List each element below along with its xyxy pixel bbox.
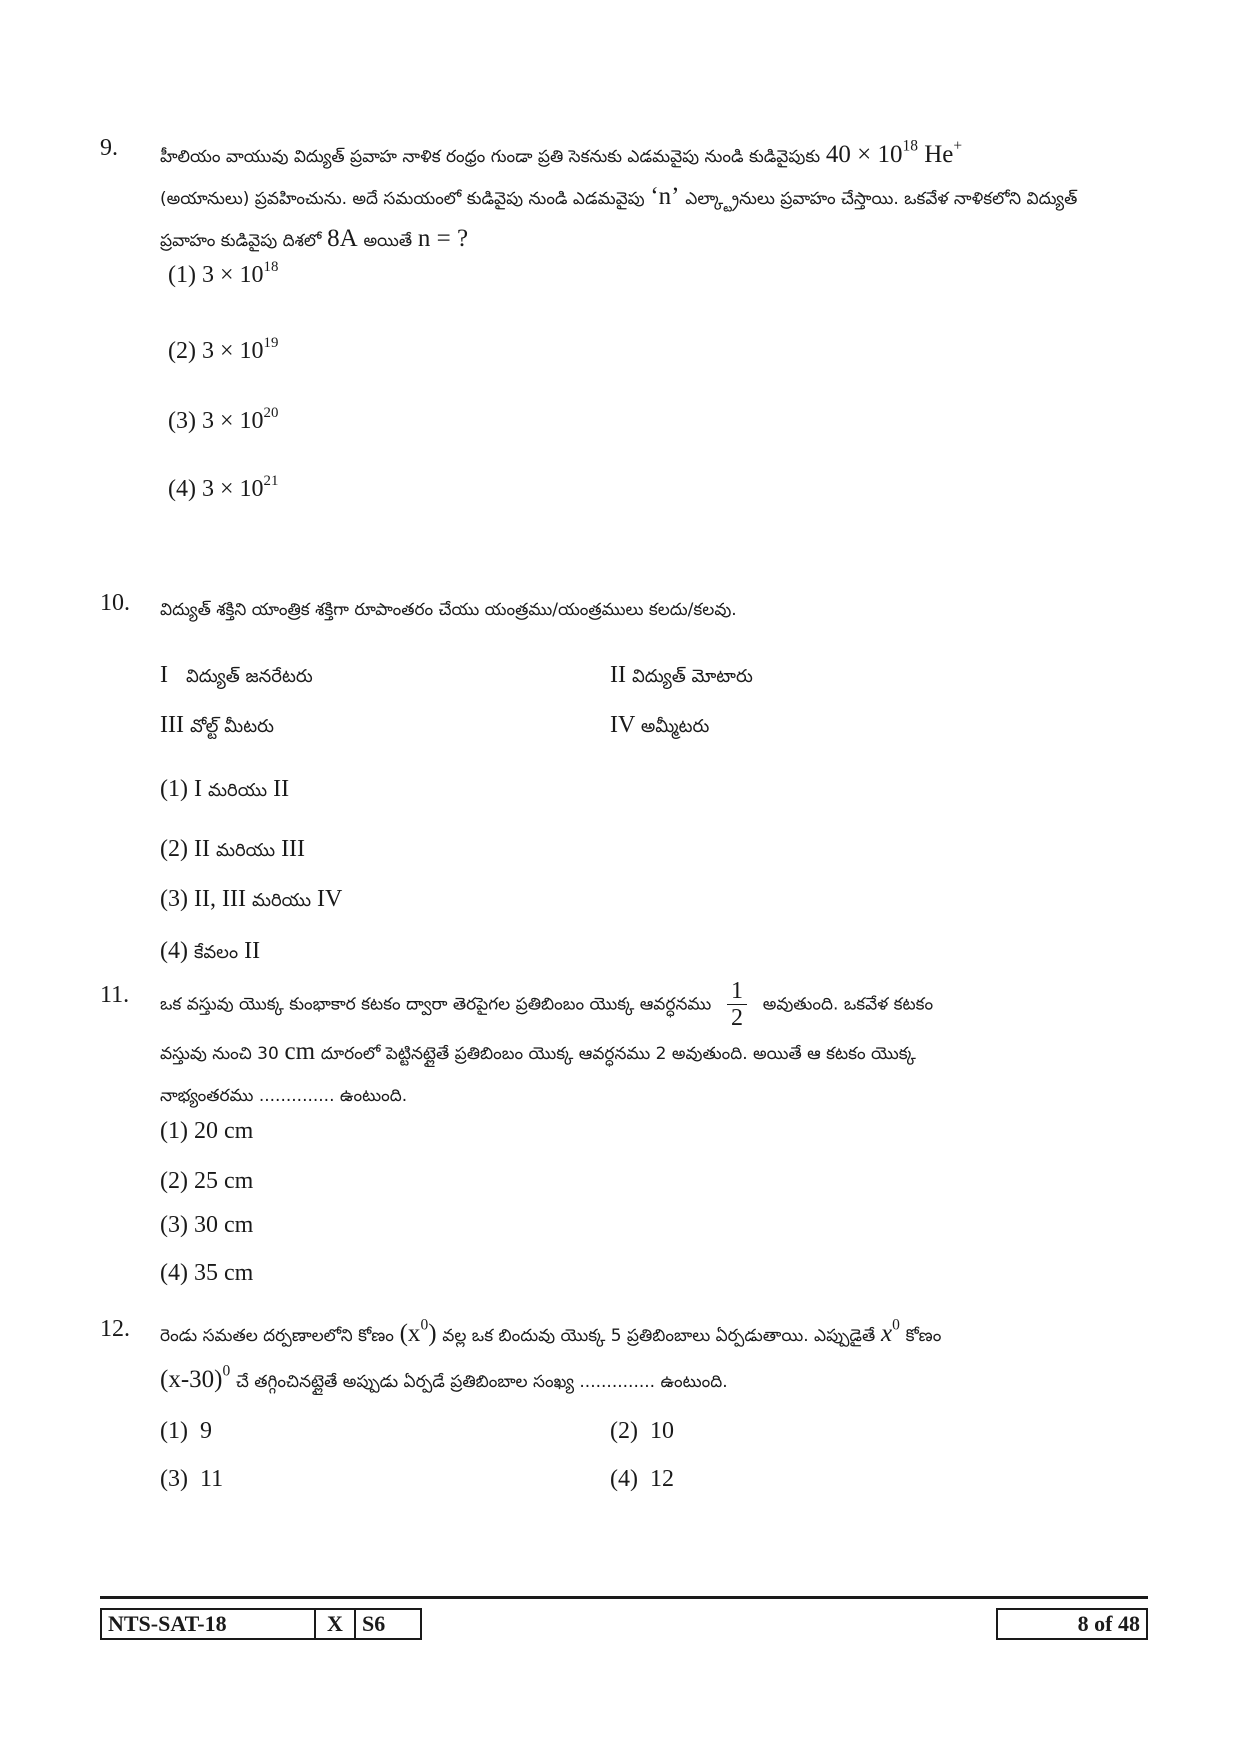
q10-item-2: II విద్యుత్ మోటారు [610,662,753,688]
q12-option-3[interactable]: (3) 11 [160,1466,224,1492]
question-number: 10. [100,590,130,616]
page-number: 8 of 48 [1077,1611,1140,1636]
footer-exam-code-box [100,1608,422,1640]
q10-option-2[interactable]: (2) II మరియు III [160,836,306,862]
q11-option-4[interactable]: (4) 35 cm [160,1260,254,1286]
question-10 [100,590,1150,622]
q10-option-3[interactable]: (3) II, III మరియు IV [160,886,343,912]
q9-option-4[interactable]: (4) $3 \times 10^{21}$ [168,472,279,502]
q9-option-3[interactable]: (3) $3 \times 10^{20}$ [168,404,279,434]
q10-item-3: III వోల్ట్ మీటరు [160,712,275,738]
q11-option-1[interactable]: (1) 20 cm [160,1118,254,1144]
question-9 [100,135,1150,261]
q12-option-2[interactable]: (2) 10 [610,1418,674,1444]
question-number: 11. [100,982,130,1008]
question-text: ఒక వస్తువు యొక్క కుంభాకార కటకం ద్వారా తెరపైగల ప్రతిబింబం యొక్క ఆవర్ధనము $\frac{1}{2}$ అవుతుంది. ఒకవేళ కటకం వస్తువు నుంచి 30 cm దూరంలో పెట్టినట్లైతే ప్రతిబింబం యొక్క ఆవర్ధనము 2 అవుతుంది. అయితే ఆ కటకం యొక్క నాభ్యంతరము .............. ఉంటుంది. [160,978,934,1106]
question-12 [100,1312,1150,1404]
question-number: 12. [100,1316,130,1342]
footer-divider [100,1596,1148,1599]
class-label: X [314,1610,354,1638]
footer-page-box [996,1608,1148,1640]
q10-item-4: IV అమ్మీటరు [610,712,710,738]
question-text: హీలియం వాయువు విద్యుత్ ప్రవాహ నాళిక రంధ్రం గుండా ప్రతి సెకనుకు ఎడమవైపు నుండి కుడివైపుకు $40 \times 10^{18}$ He+ (అయానులు) ప్రవహించును. అదే సమయంలో కుడివైపు నుండి ఎడమవైపు ‘n’ ఎల్క్ట్రానులు ప్రవాహం చేస్తాయి. ఒకవేళ నాళికలోని విద్యుత్ ప్రవాహం కుడివైపు దిశలో 8A అయితే n = ? [160,137,1078,252]
q9-option-1[interactable]: (1) $3 \times 10^{18}$ [168,258,279,288]
question-text: విద్యుత్ శక్తిని యాంత్రిక శక్తిగా రూపాంతరం చేయు యంత్రము/యంత్రములు కలదు/కలవు. [160,600,737,620]
q10-option-1[interactable]: (1) I మరియు II [160,776,290,802]
fraction-one-half: $\frac{1}{2}$ [727,978,747,1031]
q12-option-4[interactable]: (4) 12 [610,1466,674,1492]
q12-option-1[interactable]: (1) 9 [160,1418,212,1444]
q10-option-4[interactable]: (4) కేవలం II [160,938,261,964]
q11-option-2[interactable]: (2) 25 cm [160,1168,254,1194]
exam-code: NTS-SAT-18 [108,1611,227,1636]
q10-item-1: I విద్యుత్ జనరేటరు [160,662,313,688]
question-11 [100,978,1150,1117]
question-text: రెండు సమతల దర్పణాలలోని కోణం $(x^0)$ వల్ల ఒక బిందువు యొక్క 5 ప్రతిబింబాలు ఏర్పడుతాయి. ఎప్పుడైతే $x^0$ కోణం $(x-30)^0$ చే తగ్గించినట్లైతే అప్పుడు ఏర్పడే ప్రతిబింబాల సంఖ్య .............. ఉంటుంది. [160,1316,942,1393]
q9-option-2[interactable]: (2) $3 \times 10^{19}$ [168,334,279,364]
question-number: 9. [100,135,118,161]
q11-option-3[interactable]: (3) 30 cm [160,1212,254,1238]
set-label: S6 [354,1610,408,1638]
